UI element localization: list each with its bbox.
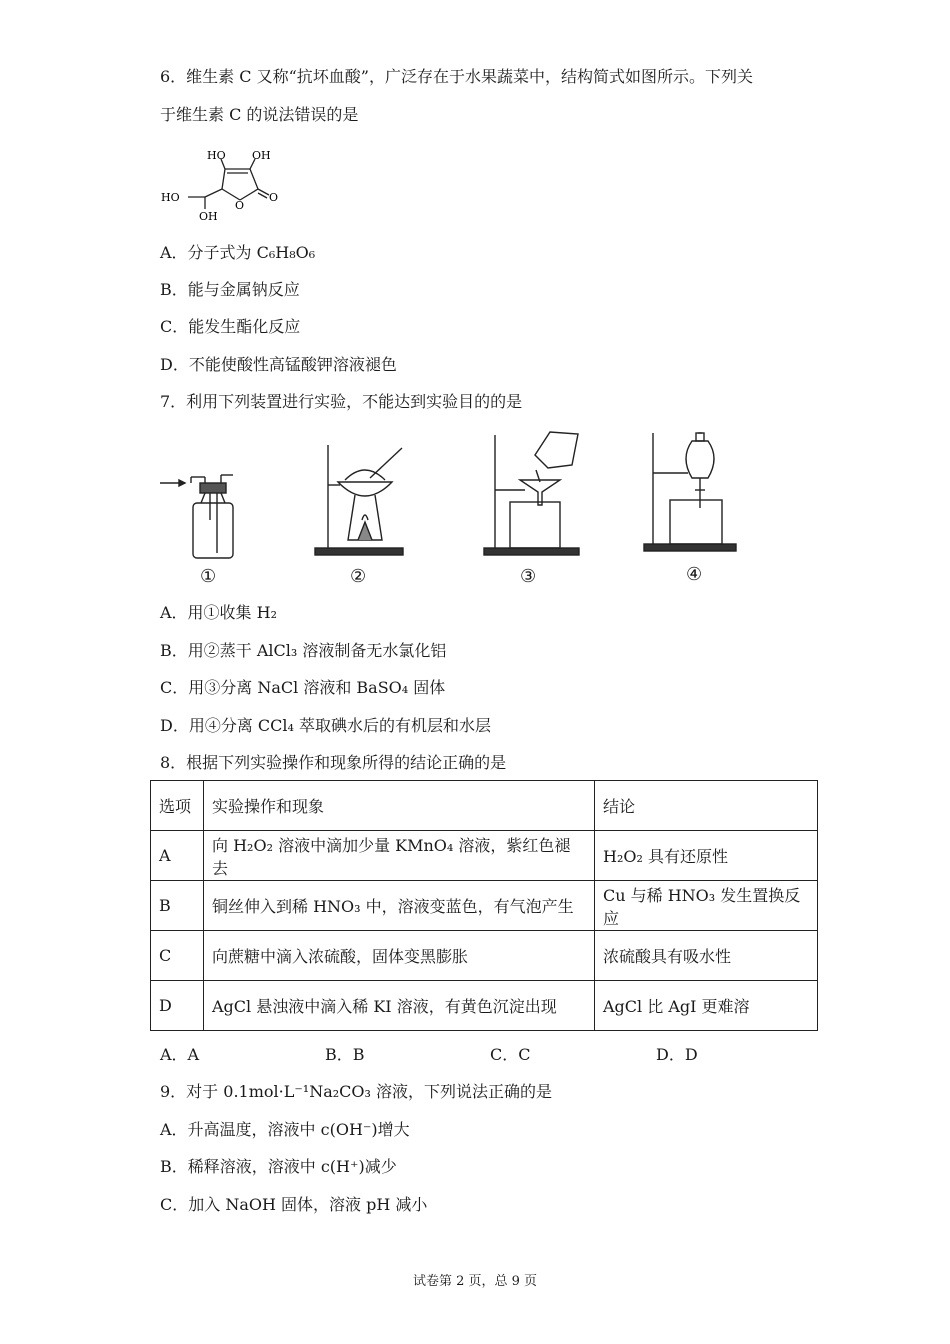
table-cell-operation: 向 H₂O₂ 溶液中滴加少量 KMnO₄ 溶液，紫红色褪去 xyxy=(204,831,595,881)
q7-stem: 7．利用下列装置进行实验，不能达到实验目的的是 xyxy=(160,392,523,411)
q8-stem: 8．根据下列实验操作和现象所得的结论正确的是 xyxy=(160,753,507,772)
apparatus-label-4: ④ xyxy=(686,564,703,585)
table-row xyxy=(151,981,818,1031)
table-cell-option: B xyxy=(151,881,204,931)
table-row xyxy=(151,831,818,881)
q9-option-c: C．加入 NaOH 固体，溶液 pH 减小 xyxy=(160,1195,428,1214)
apparatus-evaporation xyxy=(310,440,410,560)
table-cell-conclusion: Cu 与稀 HNO₃ 发生置换反应 xyxy=(595,881,818,931)
q9-option-a: A．升高温度，溶液中 c(OH⁻)增大 xyxy=(160,1120,410,1139)
table-cell-option: A xyxy=(151,831,204,881)
q8-choice-a: A．A xyxy=(160,1045,200,1064)
q9-stem: 9．对于 0.1mol·L⁻¹Na₂CO₃ 溶液，下列说法正确的是 xyxy=(160,1082,553,1101)
q6-option-c: C．能发生酯化反应 xyxy=(160,317,301,336)
table-cell-operation: 铜丝伸入到稀 HNO₃ 中，溶液变蓝色，有气泡产生 xyxy=(204,881,595,931)
table-cell-conclusion: H₂O₂ 具有还原性 xyxy=(595,831,818,881)
apparatus-filtration xyxy=(480,430,590,560)
apparatus-separatory-funnel xyxy=(640,428,740,553)
carbonyl-oxygen-label: O xyxy=(269,191,279,204)
apparatus-label-3: ③ xyxy=(520,566,537,587)
table-cell-option: C xyxy=(151,931,204,981)
q9-option-b: B．稀释溶液，溶液中 c(H⁺)减少 xyxy=(160,1157,397,1176)
q7-option-d: D．用④分离 CCl₄ 萃取碘水后的有机层和水层 xyxy=(160,716,492,735)
q8-experiment-table xyxy=(150,780,818,1031)
table-cell-conclusion: 浓硫酸具有吸水性 xyxy=(595,931,818,981)
table-header-row xyxy=(151,781,818,831)
oh-bottom-label: OH xyxy=(199,210,218,223)
table-header-option: 选项 xyxy=(151,781,204,831)
q6-stem-line2: 于维生素 C 的说法错误的是 xyxy=(160,105,359,124)
apparatus-label-2: ② xyxy=(350,566,367,587)
apparatus-label-1: ① xyxy=(200,566,217,587)
ho-top-label: HO xyxy=(207,149,226,162)
q7-option-c: C．用③分离 NaCl 溶液和 BaSO₄ 固体 xyxy=(160,678,446,697)
q7-option-a: A．用①收集 H₂ xyxy=(160,603,278,622)
q6-option-a: A．分子式为 C₆H₈O₆ xyxy=(160,243,316,262)
ring-oxygen-label: O xyxy=(235,199,245,212)
table-row xyxy=(151,881,818,931)
vitamin-c-structure xyxy=(155,145,295,225)
table-header-operation: 实验操作和现象 xyxy=(204,781,595,831)
page-footer: 试卷第 2 页，总 9 页 xyxy=(412,1274,538,1289)
table-cell-conclusion: AgCl 比 AgI 更难溶 xyxy=(595,981,818,1031)
q6-stem-line1: 6．维生素 C 又称“抗坏血酸”，广泛存在于水果蔬菜中，结构简式如图所示。下列关 xyxy=(160,67,753,86)
apparatus-gas-bottle xyxy=(155,465,245,565)
q6-option-b: B．能与金属钠反应 xyxy=(160,280,300,299)
table-cell-operation: AgCl 悬浊液中滴入稀 KI 溶液，有黄色沉淀出现 xyxy=(204,981,595,1031)
table-header-conclusion: 结论 xyxy=(595,781,818,831)
table-cell-option: D xyxy=(151,981,204,1031)
q7-option-b: B．用②蒸干 AlCl₃ 溶液制备无水氯化铝 xyxy=(160,641,447,660)
q6-option-d: D．不能使酸性高锰酸钾溶液褪色 xyxy=(160,355,397,374)
table-row xyxy=(151,931,818,981)
q8-choice-d: D．D xyxy=(656,1045,698,1064)
q8-choice-c: C．C xyxy=(490,1045,531,1064)
table-cell-operation: 向蔗糖中滴入浓硫酸，固体变黑膨胀 xyxy=(204,931,595,981)
ho-left-label: HO xyxy=(161,191,180,204)
q8-choice-b: B．B xyxy=(325,1045,365,1064)
oh-top-label: OH xyxy=(252,149,271,162)
